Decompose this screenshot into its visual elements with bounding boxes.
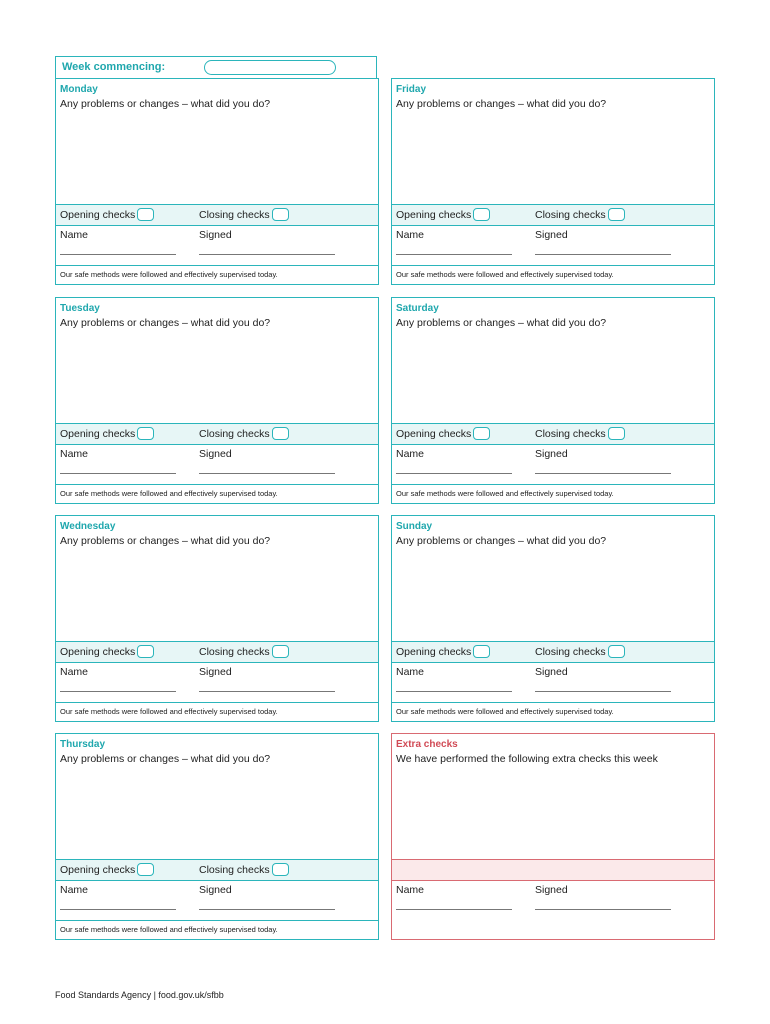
signed-field[interactable] bbox=[199, 254, 335, 255]
name-label: Name bbox=[60, 229, 89, 241]
opening-checks-label: Opening checks bbox=[396, 208, 472, 221]
closing-checks bbox=[199, 863, 289, 876]
opening-checks-label: Opening checks bbox=[60, 427, 136, 440]
signed-field[interactable] bbox=[199, 691, 335, 692]
safe-methods-text: Our safe methods were followed and effectively supervised today. bbox=[60, 925, 278, 934]
closing-checks bbox=[199, 427, 289, 440]
week-commencing-field[interactable] bbox=[204, 60, 336, 75]
problems-area[interactable] bbox=[392, 79, 714, 204]
opening-checks-checkbox[interactable] bbox=[137, 208, 154, 221]
name-label: Name bbox=[60, 666, 89, 678]
day-title: Friday bbox=[396, 84, 427, 95]
signature-row bbox=[392, 881, 714, 921]
checks-row bbox=[56, 859, 378, 881]
opening-checks-checkbox[interactable] bbox=[473, 208, 490, 221]
closing-checks bbox=[199, 645, 289, 658]
closing-checks-label: Closing checks bbox=[535, 427, 606, 440]
day-card-thursday bbox=[55, 733, 379, 940]
signed-field[interactable] bbox=[199, 909, 335, 910]
signed-field[interactable] bbox=[535, 473, 671, 474]
opening-checks-label: Opening checks bbox=[60, 645, 136, 658]
signature-row bbox=[392, 226, 714, 266]
opening-checks bbox=[396, 427, 490, 440]
checks-row bbox=[392, 641, 714, 663]
signed-label: Signed bbox=[199, 229, 232, 241]
safe-methods-row bbox=[392, 703, 714, 721]
signature-row bbox=[56, 881, 378, 921]
signed-label: Signed bbox=[199, 666, 232, 678]
problems-area[interactable] bbox=[56, 516, 378, 641]
signed-field[interactable] bbox=[199, 473, 335, 474]
opening-checks-checkbox[interactable] bbox=[473, 645, 490, 658]
opening-checks-checkbox[interactable] bbox=[137, 645, 154, 658]
problems-question: Any problems or changes – what did you do? bbox=[60, 317, 271, 329]
opening-checks-label: Opening checks bbox=[60, 208, 136, 221]
day-card-tuesday bbox=[55, 297, 379, 504]
day-title: Sunday bbox=[396, 521, 433, 532]
closing-checks-label: Closing checks bbox=[199, 208, 270, 221]
signature-row bbox=[392, 663, 714, 703]
opening-checks bbox=[396, 645, 490, 658]
day-title: Monday bbox=[60, 84, 98, 95]
safe-methods-text: Our safe methods were followed and effectively supervised today. bbox=[60, 489, 278, 498]
opening-checks-checkbox[interactable] bbox=[137, 427, 154, 440]
name-field[interactable] bbox=[396, 254, 512, 255]
closing-checks-checkbox[interactable] bbox=[608, 208, 625, 221]
problems-question: Any problems or changes – what did you do? bbox=[60, 98, 271, 110]
signed-label: Signed bbox=[199, 884, 232, 896]
opening-checks bbox=[60, 863, 154, 876]
signed-label: Signed bbox=[535, 884, 568, 896]
opening-checks-checkbox[interactable] bbox=[137, 863, 154, 876]
safe-methods-row bbox=[392, 266, 714, 284]
opening-checks bbox=[60, 208, 154, 221]
extra-checks-area[interactable] bbox=[392, 734, 714, 859]
closing-checks-checkbox[interactable] bbox=[608, 645, 625, 658]
name-label: Name bbox=[396, 448, 425, 460]
closing-checks-checkbox[interactable] bbox=[272, 645, 289, 658]
name-label: Name bbox=[396, 884, 425, 896]
extra-checks-card bbox=[391, 733, 715, 940]
closing-checks-label: Closing checks bbox=[535, 208, 606, 221]
opening-checks-checkbox[interactable] bbox=[473, 427, 490, 440]
closing-checks bbox=[535, 645, 625, 658]
checks-row bbox=[392, 423, 714, 445]
day-card-friday bbox=[391, 78, 715, 285]
signature-row bbox=[56, 445, 378, 485]
signed-label: Signed bbox=[535, 229, 568, 241]
page-footer: Food Standards Agency | food.gov.uk/sfbb bbox=[55, 990, 224, 1000]
name-field[interactable] bbox=[396, 909, 512, 910]
signed-label: Signed bbox=[199, 448, 232, 460]
safe-methods-row bbox=[392, 485, 714, 503]
signed-field[interactable] bbox=[535, 909, 671, 910]
problems-question: Any problems or changes – what did you do? bbox=[60, 753, 271, 765]
signed-label: Signed bbox=[535, 448, 568, 460]
problems-question: Any problems or changes – what did you do? bbox=[396, 535, 607, 547]
closing-checks bbox=[199, 208, 289, 221]
safe-methods-text: Our safe methods were followed and effectively supervised today. bbox=[396, 270, 614, 279]
name-label: Name bbox=[60, 884, 89, 896]
safe-methods-text: Our safe methods were followed and effectively supervised today. bbox=[60, 707, 278, 716]
checks-row bbox=[56, 641, 378, 663]
signed-field[interactable] bbox=[535, 254, 671, 255]
problems-area[interactable] bbox=[56, 298, 378, 423]
name-label: Name bbox=[396, 666, 425, 678]
closing-checks-checkbox[interactable] bbox=[272, 208, 289, 221]
signature-row bbox=[392, 445, 714, 485]
week-commencing-label: Week commencing: bbox=[62, 61, 166, 73]
week-commencing-row bbox=[55, 56, 377, 78]
day-card-saturday bbox=[391, 297, 715, 504]
safe-methods-text: Our safe methods were followed and effectively supervised today. bbox=[60, 270, 278, 279]
name-label: Name bbox=[396, 229, 425, 241]
problems-area[interactable] bbox=[392, 516, 714, 641]
name-field[interactable] bbox=[396, 473, 512, 474]
extra-checks-band bbox=[392, 859, 714, 881]
name-field[interactable] bbox=[60, 254, 176, 255]
day-card-sunday bbox=[391, 515, 715, 722]
closing-checks-label: Closing checks bbox=[199, 863, 270, 876]
problems-area[interactable] bbox=[392, 298, 714, 423]
safe-methods-text: Our safe methods were followed and effectively supervised today. bbox=[396, 489, 614, 498]
opening-checks-label: Opening checks bbox=[396, 645, 472, 658]
closing-checks-label: Closing checks bbox=[535, 645, 606, 658]
extra-checks-text: We have performed the following extra checks this week bbox=[396, 753, 658, 765]
name-field[interactable] bbox=[60, 691, 176, 692]
closing-checks-checkbox[interactable] bbox=[272, 863, 289, 876]
safe-methods-text: Our safe methods were followed and effectively supervised today. bbox=[396, 707, 614, 716]
opening-checks-label: Opening checks bbox=[60, 863, 136, 876]
checks-row bbox=[56, 204, 378, 226]
name-field[interactable] bbox=[396, 691, 512, 692]
opening-checks bbox=[396, 208, 490, 221]
name-label: Name bbox=[60, 448, 89, 460]
closing-checks-label: Closing checks bbox=[199, 645, 270, 658]
closing-checks-checkbox[interactable] bbox=[608, 427, 625, 440]
problems-question: Any problems or changes – what did you do? bbox=[60, 535, 271, 547]
safe-methods-row bbox=[56, 921, 378, 939]
closing-checks-label: Closing checks bbox=[199, 427, 270, 440]
safe-methods-row bbox=[56, 485, 378, 503]
signature-row bbox=[56, 226, 378, 266]
extra-checks-title: Extra checks bbox=[396, 739, 458, 750]
problems-area[interactable] bbox=[56, 734, 378, 859]
safe-methods-row bbox=[56, 266, 378, 284]
closing-checks bbox=[535, 427, 625, 440]
problems-area[interactable] bbox=[56, 79, 378, 204]
checks-row bbox=[392, 204, 714, 226]
day-card-wednesday bbox=[55, 515, 379, 722]
day-title: Saturday bbox=[396, 303, 439, 314]
name-field[interactable] bbox=[60, 909, 176, 910]
opening-checks bbox=[60, 645, 154, 658]
problems-question: Any problems or changes – what did you do? bbox=[396, 98, 607, 110]
day-title: Tuesday bbox=[60, 303, 100, 314]
closing-checks bbox=[535, 208, 625, 221]
problems-question: Any problems or changes – what did you do? bbox=[396, 317, 607, 329]
day-card-monday bbox=[55, 78, 379, 285]
opening-checks bbox=[60, 427, 154, 440]
signed-label: Signed bbox=[535, 666, 568, 678]
checks-row bbox=[56, 423, 378, 445]
opening-checks-label: Opening checks bbox=[396, 427, 472, 440]
day-title: Thursday bbox=[60, 739, 106, 750]
signed-field[interactable] bbox=[535, 691, 671, 692]
name-field[interactable] bbox=[60, 473, 176, 474]
day-title: Wednesday bbox=[60, 521, 116, 532]
closing-checks-checkbox[interactable] bbox=[272, 427, 289, 440]
signature-row bbox=[56, 663, 378, 703]
safe-methods-row bbox=[56, 703, 378, 721]
